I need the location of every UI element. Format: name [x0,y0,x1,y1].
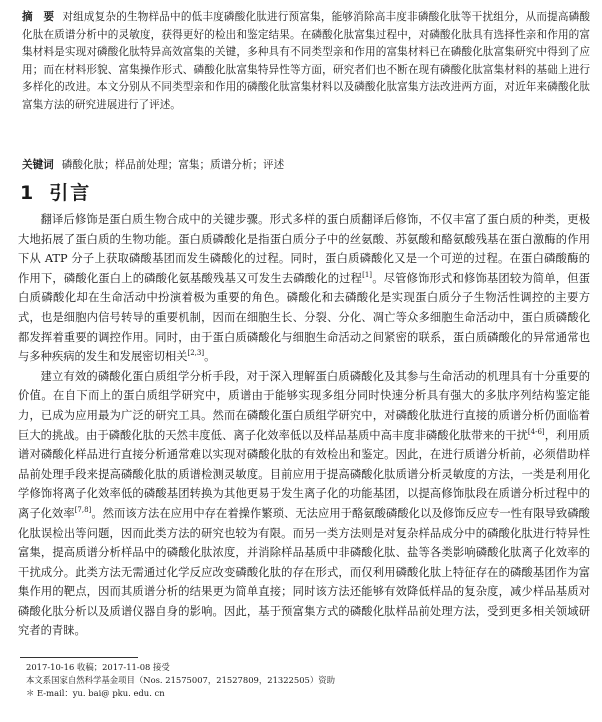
section-number: 1 [20,182,36,204]
keywords-text: 磷酸化肽；样品前处理；富集；质谱分析；评述 [61,159,285,171]
body-text [18,210,590,641]
keywords-label: 关键词 [22,159,54,171]
footnotes [26,661,586,701]
citation: [2,3] [187,349,205,358]
paragraph-2 [18,367,590,641]
keywords [22,157,590,174]
section-title: 引言 [49,182,92,204]
author-email: ＊ E-mail：yu. bai@ pku. edu. cn [26,688,165,699]
abstract-text: 对组成复杂的生物样品中的低丰度磷酸化肽进行预富集，能够消除高丰度非磷酸化肽等干扰组分，从而提高磷酸化肽在质谱分析中的灵敏度，获得更好的检出和鉴定结果。在磷酸化肽富集过程中，对磷酸化肽具有选择性亲和作用的富集材料是实现对磷酸化肽特异高效富集的关键，多种具有不同类型亲和作用的富集材料已在磷酸化肽富集研究中得到了应用；而在材料形貌、富集操作形式、磷酸化肽富集特异性等方面，研究者们也不断在现有磷酸化肽富集材料的基础上进行多样化的改进。本文分别从不同类型亲和作用的磷酸化肽富集材料以及磷酸化肽富集方法改进两方面，对近年来磷酸化肽富集方法的研究进展进行了评述。 [22,11,591,111]
section-heading [20,180,91,206]
paragraph-1 [18,210,590,367]
paragraph-text: ，利用质谱对磷酸化样品进行直接分析通常难以实现对磷酸化肽的有效检出和鉴定。因此，在进行质谱分析前，必须借助样品前处理手段来提高磷酸化肽的质谱检测灵敏度。目前应用于提高磷酸化肽质谱分析灵敏度的方法，一类是利用化学修饰将离子化效率低的磷酸基团转换为其他更易于发生离子化的功能基团，以提高修饰肽段在质谱分析过程中的离子化效率 [18,428,590,520]
paragraph-text: 建立有效的磷酸化蛋白质组学分析手段，对于深入理解蛋白质磷酸化及其参与生命活动的机理具有十分重要的价值。在自下而上的蛋白质组学研究中，质谱由于能够实现多组分同时快速分析具有强大的多肽序列结构鉴定能力，已成为应用最为广泛的研究工具。然而在磷酸化蛋白质组学研究中，对磷酸化肽进行直接的质谱分析仍面临着巨大的挑战。由于磷酸化肽的天然丰度低、离子化效率低以及样品基质中高丰度非磷酸化肽带来的干扰 [18,369,590,442]
paragraph-text: 翻译后修饰是蛋白质生物合成中的关键步骤。形式多样的蛋白质翻译后修饰，不仅丰富了蛋白质的种类，更极大地拓展了蛋白质的生物功能。蛋白质磷酸化是指蛋白质分子中的丝氨酸、苏氨酸和酪氨酸残基在蛋白激酶的作用下从 ATP 分子上获取磷酸基团而发生磷酸化的过程。同时，蛋白质磷酸化又是一个可逆的过程。在蛋白磷酸酶的作用下，磷酸化蛋白上的磷酸化氨基酸残基又可发生去磷酸化的过程 [18,213,590,285]
footnote-divider [20,657,138,658]
citation: [1] [362,270,373,279]
funding-note: 本文系国家自然科学基金项目（Nos. 21575007，21527809，21322505）资助 [26,675,335,686]
paragraph-text: 。 [204,350,216,364]
citation: [4-6] [527,427,545,436]
received-date: 2017-10-16 收稿；2017-11-08 接受 [26,662,170,672]
citation: [7,8] [74,505,92,514]
paragraph-text: 。然而该方法在应用中存在着操作繁琐、无法应用于酪氨酸磷酸化以及修饰反应专一性有限导致磷酸化肽误检出等问题，因而此类方法的研究也较为有限。而另一类方法则是对复杂样品成分中的磷酸化肽进行特异性富集，提高质谱分析样品中的磷酸化肽浓度，并消除样品基质中非磷酸化肽、盐等各类影响磷酸化肽离子化效率的干扰成分。此类方法无需通过化学反应改变磷酸化肽的存在形式，而仅利用磷酸化肽上特征存在的磷酸基团作为富集作用的靶点，因而其质谱分析的结果更为简单直接；同时该方法还能够有效降低样品的复杂度，减少样品基质对磷酸化肽分析以及质谱仪器自身的影响。因此，基于预富集方式的磷酸化肽样品前处理方法，受到更多相关领域研究者的青睐。 [18,506,590,638]
abstract-label: 摘 要 [22,11,55,23]
paragraph-text: 。尽管修饰形式和修饰基团较为简单，但蛋白质磷酸化却在生命活动中扮演着极为重要的角色。磷酸化和去磷酸化是实现蛋白质分子生物活性调控的主要方式，也是细胞内信号转导的重要机制，因而在细胞生长、分裂、分化、凋亡等众多细胞生命活动中，蛋白质磷酸化都发挥着重要的调控作用。同时，由于蛋白质磷酸化与细胞生命活动之间紧密的联系，蛋白质磷酸化的异常通常也与多种疾病的发生和发展密切相关 [18,271,590,364]
abstract [22,9,590,115]
